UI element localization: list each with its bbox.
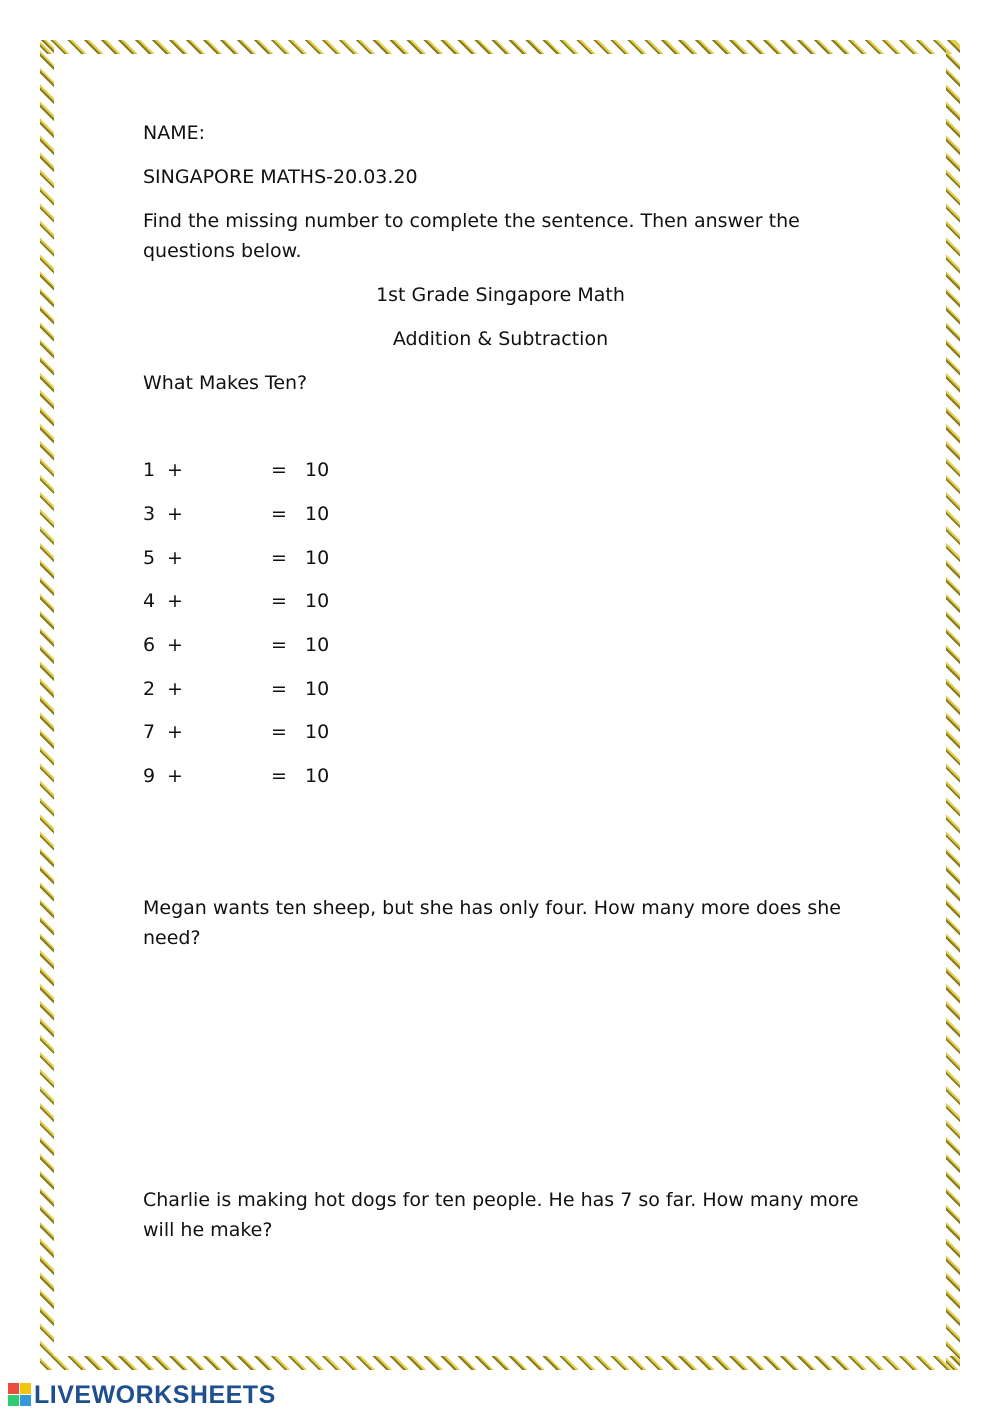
section-title: What Makes Ten? bbox=[143, 372, 308, 394]
result: 10 bbox=[305, 765, 330, 787]
sheep-answer-input[interactable] bbox=[143, 1020, 447, 1054]
result: 10 bbox=[305, 634, 330, 656]
addend: 2 bbox=[143, 678, 156, 700]
addend: 9 bbox=[143, 765, 156, 787]
result: 10 bbox=[305, 590, 330, 612]
plus-sign: + bbox=[167, 503, 183, 525]
addend: 5 bbox=[143, 547, 156, 569]
equals-sign: = bbox=[271, 634, 287, 656]
subject-line: SINGAPORE MATHS-20.03.20 bbox=[143, 166, 418, 188]
plus-sign: + bbox=[167, 765, 183, 787]
result: 10 bbox=[305, 678, 330, 700]
plus-sign: + bbox=[167, 634, 183, 656]
heading-grade: 1st Grade Singapore Math bbox=[376, 284, 625, 306]
logo-mark-icon bbox=[8, 1383, 32, 1407]
heading-topic: Addition & Subtraction bbox=[392, 328, 609, 350]
plus-sign: + bbox=[167, 459, 183, 481]
word-problem-sheep: Megan wants ten sheep, but she has only four. How many more does she need? bbox=[143, 897, 841, 949]
result: 10 bbox=[305, 459, 330, 481]
word-problem-hotdogs: Charlie is making hot dogs for ten people. He has 7 so far. How many more will he make? bbox=[143, 1189, 859, 1241]
addend: 3 bbox=[143, 503, 156, 525]
equals-sign: = bbox=[271, 459, 287, 481]
equation-row bbox=[143, 717, 443, 747]
equation-row bbox=[143, 761, 443, 791]
equals-sign: = bbox=[271, 678, 287, 700]
plus-sign: + bbox=[167, 590, 183, 612]
addend: 4 bbox=[143, 590, 156, 612]
equals-sign: = bbox=[271, 765, 287, 787]
logo-text: LIVEWORKSHEETS bbox=[34, 1380, 276, 1409]
plus-sign: + bbox=[167, 678, 183, 700]
equation-row bbox=[143, 630, 443, 660]
equals-sign: = bbox=[271, 721, 287, 743]
equals-sign: = bbox=[271, 590, 287, 612]
instructions: Find the missing number to complete the sentence. Then answer the questions below. bbox=[143, 210, 800, 262]
addend: 6 bbox=[143, 634, 156, 656]
decorative-border-left bbox=[40, 40, 54, 1370]
liveworksheets-logo[interactable] bbox=[8, 1382, 276, 1408]
plus-sign: + bbox=[167, 721, 183, 743]
hotdogs-answer-input[interactable] bbox=[143, 1290, 447, 1324]
decorative-border-bottom bbox=[40, 1356, 960, 1370]
addend: 7 bbox=[143, 721, 156, 743]
equation-row bbox=[143, 543, 443, 573]
equals-sign: = bbox=[271, 547, 287, 569]
equation-row bbox=[143, 586, 443, 616]
addend: 1 bbox=[143, 459, 156, 481]
equals-sign: = bbox=[271, 503, 287, 525]
result: 10 bbox=[305, 547, 330, 569]
result: 10 bbox=[305, 721, 330, 743]
equation-row bbox=[143, 455, 443, 485]
name-label: NAME: bbox=[143, 122, 206, 144]
result: 10 bbox=[305, 503, 330, 525]
decorative-border-right bbox=[946, 40, 960, 1370]
plus-sign: + bbox=[167, 547, 183, 569]
equation-row bbox=[143, 499, 443, 529]
equation-row bbox=[143, 674, 443, 704]
decorative-border-top bbox=[40, 40, 960, 54]
